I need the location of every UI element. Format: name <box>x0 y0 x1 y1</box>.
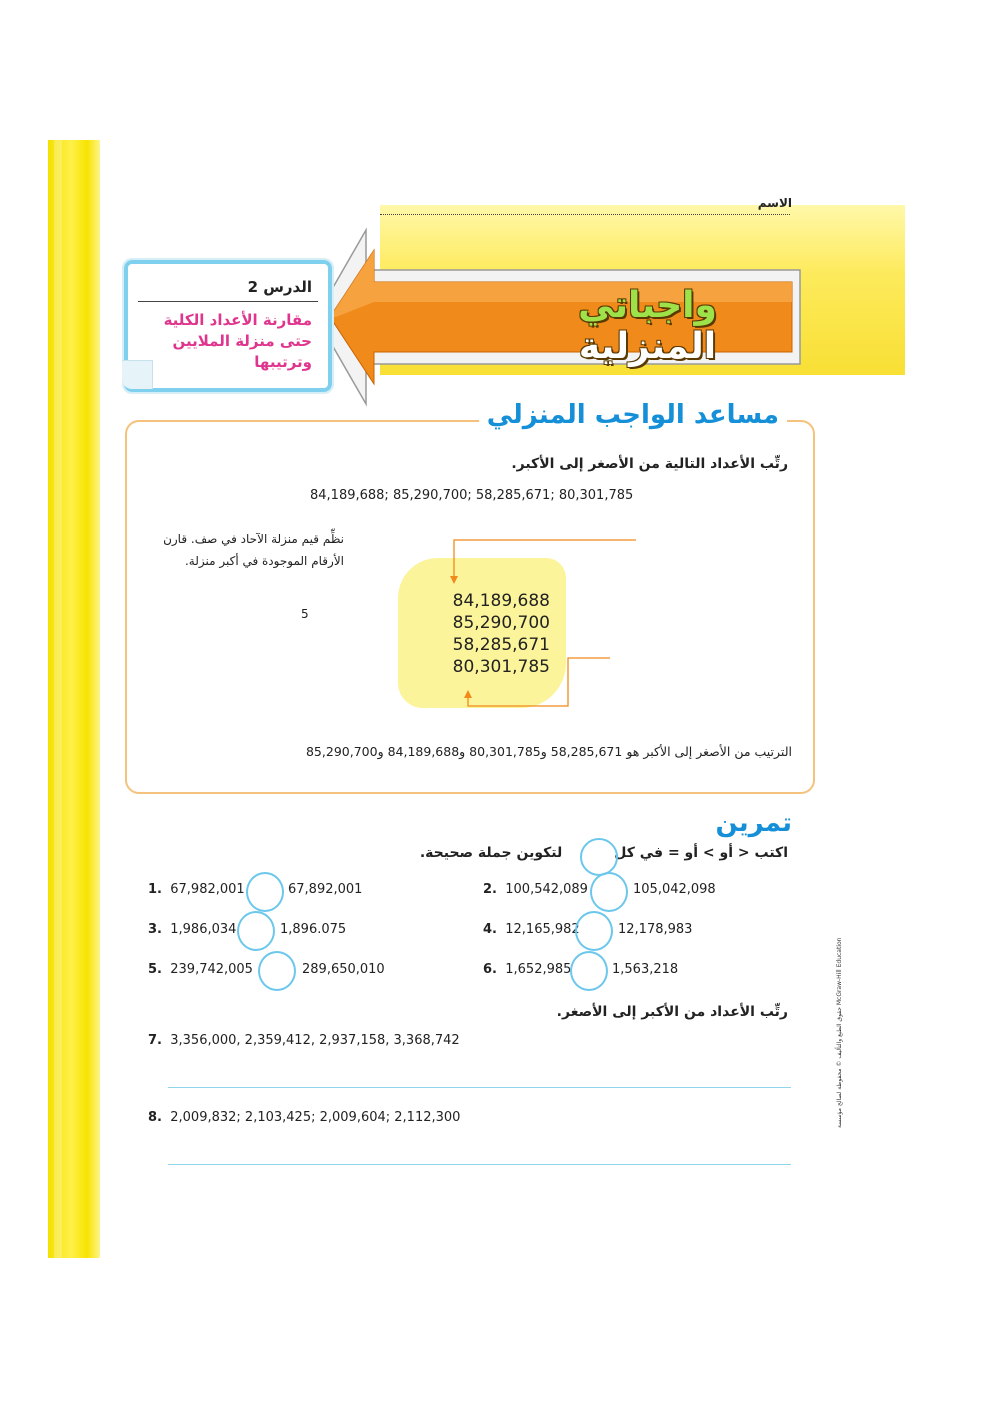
lesson-number: الدرس 2 <box>247 278 312 296</box>
problem-3 <box>148 922 236 937</box>
homework-title-part1: واجباتي <box>578 285 717 326</box>
stack-number: 58,285,671 <box>452 635 550 655</box>
number-stack <box>400 590 550 678</box>
question-7 <box>148 1033 460 1048</box>
problem-left-value: 1,986,034 <box>170 922 237 937</box>
helper-tip: نظِّم قيم منزلة الآحاد في صف. قارن الأرقام الموجودة في أكبر منزلة. <box>163 532 344 568</box>
practice-instruction-part2: لتكوين جملة صحيحة. <box>419 845 563 861</box>
answer-circle-6[interactable] <box>570 951 608 991</box>
lesson-topic: مقارنة الأعداد الكلية حتى منزلة الملايين وترتيبها <box>163 311 312 371</box>
copyright-text: حقوق الطبع والتأليف © محفوظة لصالح مؤسسة McGraw-Hill Education <box>836 937 843 1128</box>
answer-circle-5[interactable] <box>258 951 296 991</box>
helper-title: مساعد الواجب المنزلي <box>479 400 787 430</box>
problem-2 <box>483 882 588 897</box>
problem-number: 3. <box>148 922 162 937</box>
problem-5 <box>148 962 253 977</box>
problem-left-value: 12,165,982 <box>505 922 580 937</box>
tip-digit: 5 <box>301 607 309 621</box>
stack-number: 84,189,688 <box>452 591 550 611</box>
problem-number: 5. <box>148 962 162 977</box>
answer-circle-2[interactable] <box>590 872 628 912</box>
question-number: 7. <box>148 1033 162 1048</box>
problem-left-value: 1,652,985 <box>505 962 572 977</box>
instruction-circle-icon <box>580 838 618 876</box>
problem-right-value: 1,896.075 <box>280 922 347 937</box>
lesson-divider <box>138 301 318 302</box>
lesson-card <box>122 258 334 394</box>
problem-number: 1. <box>148 882 162 897</box>
answer-circle-3[interactable] <box>237 911 275 951</box>
problem-1 <box>148 882 245 897</box>
practice-title: تمرين <box>715 808 792 838</box>
question-text: 3,356,000, 2,359,412, 2,937,158, 3,368,742 <box>170 1033 460 1048</box>
homework-title <box>525 285 770 367</box>
copyright-notice <box>831 900 845 1130</box>
problem-right-value: 105,042,098 <box>633 882 716 897</box>
problem-left-value: 100,542,089 <box>505 882 588 897</box>
card-page-curl <box>122 360 153 389</box>
problem-number: 2. <box>483 882 497 897</box>
problem-number: 6. <box>483 962 497 977</box>
helper-numbers: 84,189,688; 85,290,700; 58,285,671; 80,301,785 <box>310 488 634 503</box>
problem-4 <box>483 922 580 937</box>
answer-circle-1[interactable] <box>246 872 284 912</box>
problem-right-value: 289,650,010 <box>302 962 385 977</box>
homework-title-part2: المنزلية <box>578 326 717 367</box>
answer-line-8[interactable] <box>168 1164 791 1165</box>
yellow-side-strip <box>48 140 100 1258</box>
name-label: الاسم <box>757 196 792 210</box>
problem-left-value: 239,742,005 <box>170 962 253 977</box>
helper-result: الترتيب من الأصغر إلى الأكبر هو 58,285,671 و80,301,785 و84,189,688 و85,290,700 <box>305 744 792 759</box>
stack-number: 85,290,700 <box>452 613 550 633</box>
problem-right-value: 67,892,001 <box>288 882 363 897</box>
question-number: 8. <box>148 1110 162 1125</box>
problem-left-value: 67,982,001 <box>170 882 245 897</box>
problem-right-value: 12,178,983 <box>618 922 693 937</box>
helper-instruction: رتِّب الأعداد التالية من الأصغر إلى الأكبر. <box>511 456 788 472</box>
practice-instruction-part1: اكتب < أو > أو = في كل <box>614 845 788 861</box>
problem-6 <box>483 962 571 977</box>
question-text: 2,009,832; 2,103,425; 2,009,604; 2,112,300 <box>170 1110 461 1125</box>
problem-right-value: 1,563,218 <box>612 962 679 977</box>
name-input-line[interactable] <box>380 214 790 215</box>
question-8 <box>148 1110 460 1125</box>
answer-circle-4[interactable] <box>575 911 613 951</box>
problem-number: 4. <box>483 922 497 937</box>
order-instruction: رتِّب الأعداد من الأكبر إلى الأصغر. <box>556 1004 788 1020</box>
answer-line-7[interactable] <box>168 1087 791 1088</box>
stack-number: 80,301,785 <box>452 657 550 677</box>
